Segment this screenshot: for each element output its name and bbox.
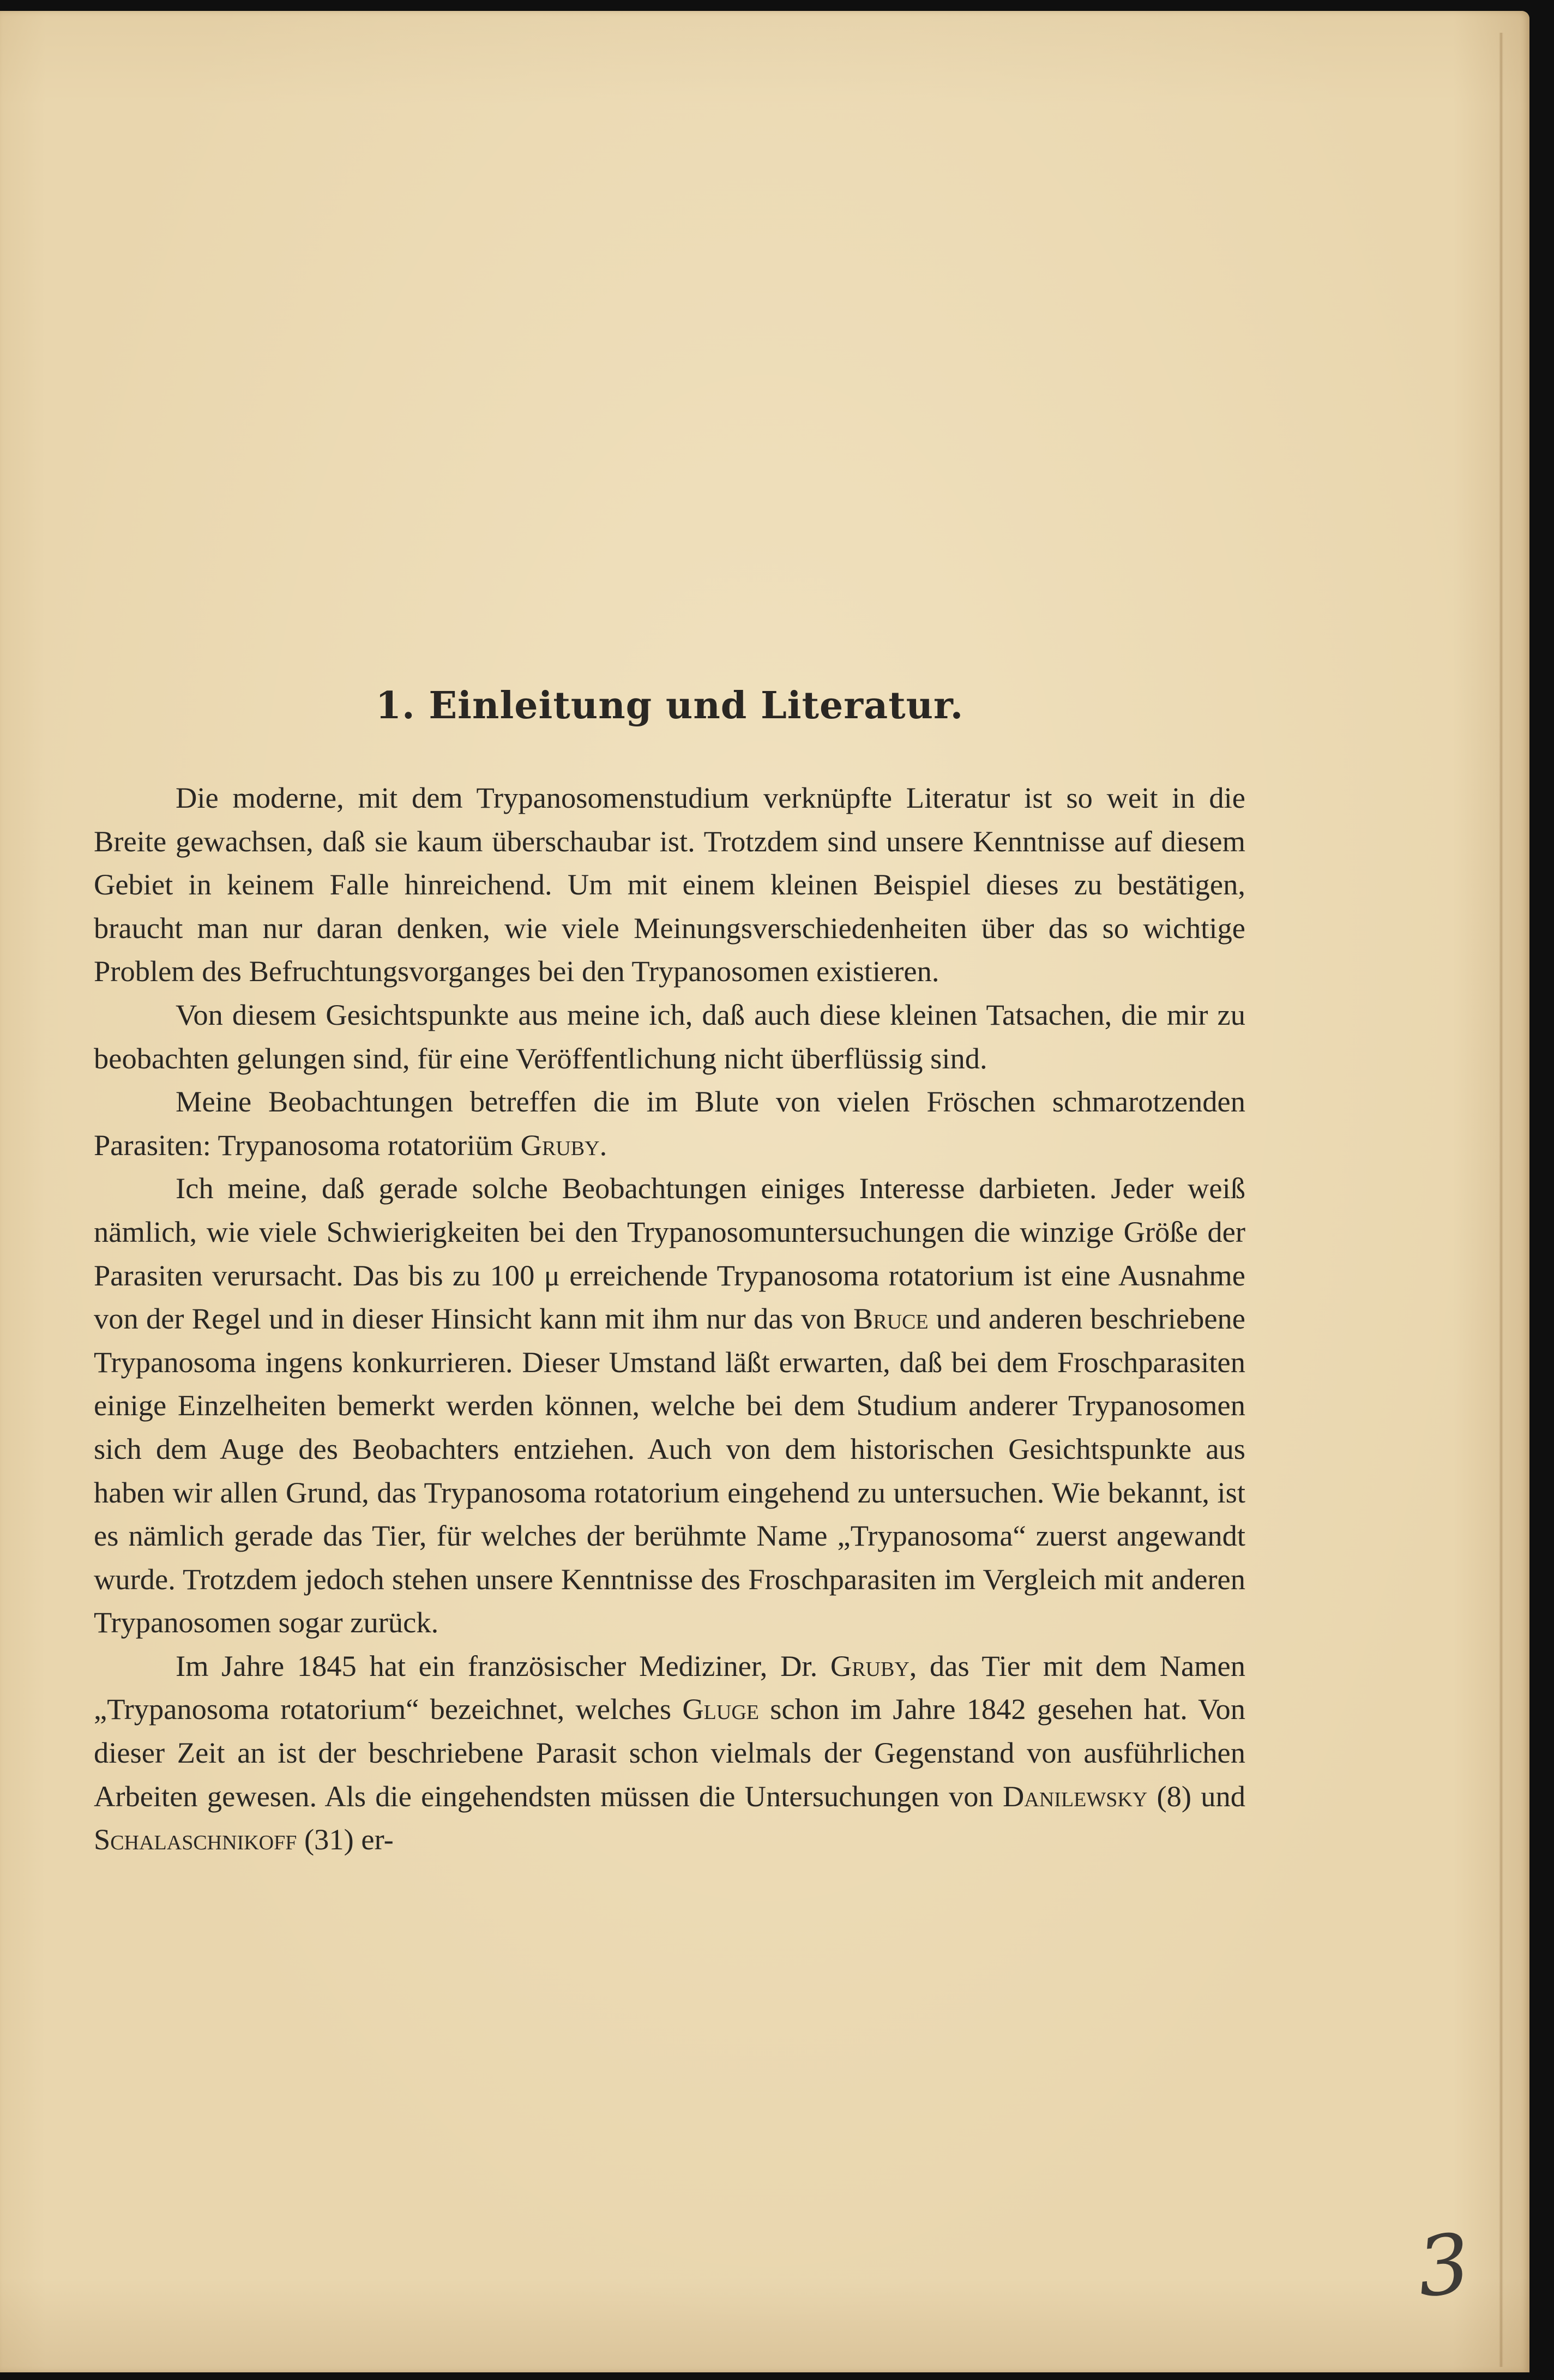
paragraph-2 xyxy=(94,993,1245,1080)
paragraph-text: Ich meine, daß gerade solche Beobachtungen einiges Interesse darbieten. Jeder weiß nämlich, wie viele Schwierigkeiten bei den Trypanosomuntersuchungen die winzige Größe der Parasiten verursacht. Das bis zu 100 μ erreichende Trypanosoma rotatorium ist eine Ausnahme von der Regel und in dieser Hinsicht kann mit ihm nur das von xyxy=(94,1171,1245,1336)
text-body xyxy=(94,684,1245,1861)
paragraph-text: (8) und xyxy=(1147,1779,1245,1813)
author-name: Gruby xyxy=(830,1649,909,1682)
page-edge-shadow xyxy=(1499,33,1503,2367)
author-name: Danilewsky xyxy=(1003,1779,1148,1813)
paragraph-1 xyxy=(94,776,1245,993)
author-name: Schalaschnikoff xyxy=(94,1823,297,1856)
section-title: 1. Einleitung und Literatur. xyxy=(375,684,964,728)
paragraph-5 xyxy=(94,1644,1245,1861)
paragraph-4 xyxy=(94,1167,1245,1644)
paragraph-text: . xyxy=(599,1128,607,1162)
paragraph-text: Meine Beobachtungen betreffen die im Blute von vielen Fröschen schmarotzenden Parasiten: Trypanosoma rotatoriüm xyxy=(94,1085,1245,1162)
handwritten-page-number: 3 xyxy=(1412,2216,1474,2316)
paragraph-text: , das Tier mit dem Namen „Trypanosoma rotatorium“ bezeichnet, welches xyxy=(94,1649,1245,1726)
paragraph-text: und anderen beschriebene Trypanosoma ingens konkurrieren. Dieser Umstand läßt erwarten, daß bei dem Froschparasiten einige Einzelheiten bemerkt werden können, welche bei dem Studium anderer Trypanosomen sich dem Auge des Beobachters entziehen. Auch von dem historischen Gesichtspunkte aus haben wir allen Grund, das Trypanosoma rotatorium eingehend zu untersuchen. Wie bekannt, ist es nämlich gerade das Tier, für welches der berühmte Name „Trypanosoma“ zuerst angewandt wurde. Trotzdem jedoch stehen unsere Kenntnisse des Froschparasiten im Vergleich mit anderen Trypanosomen sogar zurück. xyxy=(94,1302,1245,1639)
paragraph-text: schon im Jahre 1842 gesehen hat. Von dieser Zeit an ist der beschriebene Parasit schon vielmals der Gegenstand von ausführlichen Arbeiten gewesen. Als die eingehendsten müssen die Untersuchungen von xyxy=(94,1692,1245,1813)
scanned-page xyxy=(0,11,1529,2372)
paragraph-text: Die moderne, mit dem Trypanosomenstudium verknüpfte Literatur ist so weit in die Breite gewachsen, daß sie kaum überschaubar ist. Trotzdem sind unsere Kenntnisse auf diesem Gebiet in keinem Falle hinreichend. Um mit einem kleinen Beispiel dieses zu bestätigen, braucht man nur daran denken, wie viele Meinungsverschiedenheiten über das so wichtige Problem des Befruchtungsvorganges bei den Trypanosomen existieren. xyxy=(94,781,1245,988)
author-name: Gruby xyxy=(520,1128,600,1162)
paragraph-text: Von diesem Gesichtspunkte aus meine ich, daß auch diese kleinen Tatsachen, die mir zu beobachten gelungen sind, für eine Veröffentlichung nicht überflüssig sind. xyxy=(94,997,1245,1075)
paragraph-text: Im Jahre 1845 hat ein französischer Mediziner, Dr. xyxy=(176,1649,830,1682)
author-name: Gluge xyxy=(682,1692,759,1726)
paragraph-3 xyxy=(94,1080,1245,1167)
paragraph-text: (31) er- xyxy=(297,1823,394,1856)
author-name: Bruce xyxy=(853,1302,929,1336)
